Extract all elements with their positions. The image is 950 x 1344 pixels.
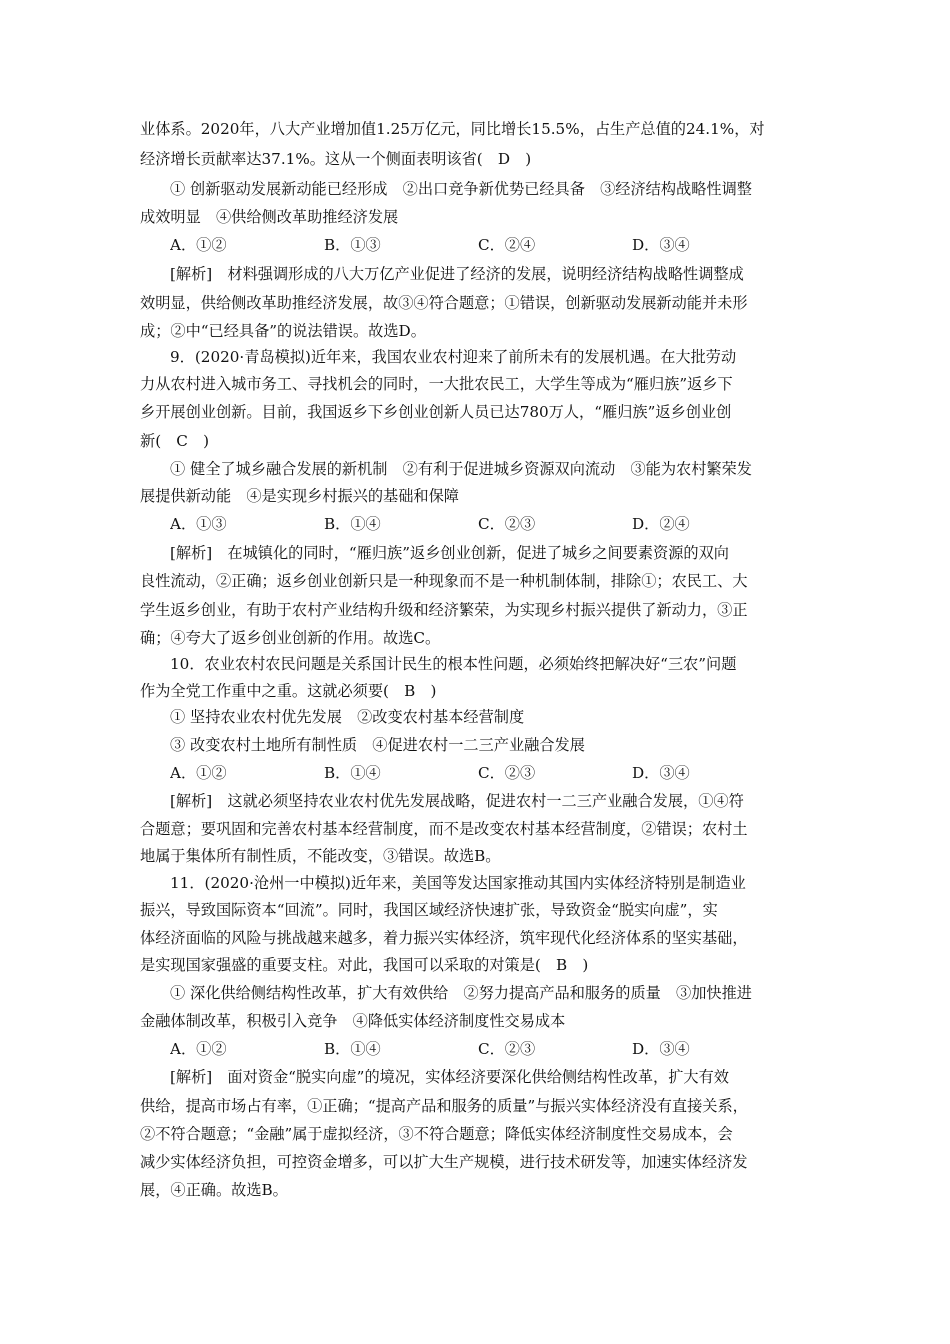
option-c: C．②③ — [478, 515, 536, 533]
statement-line: ① 健全了城乡融合发展的新机制 ②有利于促进城乡资源双向流动 ③能为农村繁荣发 — [170, 460, 752, 478]
question-stem-line: 经济增长贡献率达37.1%。这从一个侧面表明该省( D ) — [140, 150, 532, 168]
answer-options — [170, 760, 830, 786]
statement-line: 成效明显 ④供给侧改革助推经济发展 — [140, 208, 399, 226]
statement-line: 展提供新动能 ④是实现乡村振兴的基础和保障 — [140, 487, 459, 505]
option-c: C．②③ — [478, 1040, 536, 1058]
analysis-line: 良性流动，②正确；返乡创业创新只是一种现象而不是一种机制体制，排除①；农民工、大 — [140, 572, 748, 590]
analysis-line: 学生返乡创业，有助于农村产业结构升级和经济繁荣，为实现乡村振兴提供了新动力，③正 — [140, 601, 748, 619]
analysis-line: [解析] 面对资金“脱实向虚”的境况，实体经济要深化供给侧结构性改革，扩大有效 — [170, 1068, 729, 1086]
statement-line: ① 创新驱动发展新动能已经形成 ②出口竞争新优势已经具备 ③经济结构战略性调整 — [170, 180, 752, 198]
answer-options — [170, 1036, 830, 1062]
option-b: B．①④ — [324, 515, 381, 533]
question-11-line: 体经济面临的风险与挑战越来越多，着力振兴实体经济，筑牢现代化经济体系的坚实基础， — [140, 929, 748, 947]
analysis-line: 确；④夸大了返乡创业创新的作用。故选C。 — [140, 629, 441, 647]
analysis-line: ②不符合题意；“金融”属于虚拟经济，③不符合题意；降低实体经济制度性交易成本，会 — [140, 1125, 733, 1143]
analysis-line: 减少实体经济负担，可控资金增多，可以扩大生产规模，进行技术研发等，加速实体经济发 — [140, 1153, 748, 1171]
question-9-line: 新( C ) — [140, 432, 210, 450]
option-d: D．③④ — [632, 236, 690, 254]
analysis-line: 地属于集体所有制性质，不能改变，③错误。故选B。 — [140, 847, 501, 865]
analysis-line: 展，④正确。故选B。 — [140, 1181, 288, 1199]
statement-line: 金融体制改革，积极引入竞争 ④降低实体经济制度性交易成本 — [140, 1012, 566, 1030]
question-9-line: 9．(2020·青岛模拟)近年来，我国农业农村迎来了前所未有的发展机遇。在大批劳动 — [170, 348, 737, 366]
option-a: A．①② — [170, 1040, 227, 1058]
statement-line: ① 深化供给侧结构性改革，扩大有效供给 ②努力提高产品和服务的质量 ③加快推进 — [170, 984, 752, 1002]
question-10-line: 作为全党工作重中之重。这就必须要( B ) — [140, 682, 437, 700]
analysis-line: [解析] 在城镇化的同时，“雁归族”返乡创业创新，促进了城乡之间要素资源的双向 — [170, 544, 729, 562]
option-d: D．②④ — [632, 515, 690, 533]
option-a: A．①② — [170, 236, 227, 254]
option-d: D．③④ — [632, 764, 690, 782]
question-9-line: 乡开展创业创新。目前，我国返乡下乡创业创新人员已达780万人，“雁归族”返乡创业创 — [140, 403, 732, 421]
option-c: C．②③ — [478, 764, 536, 782]
option-d: D．③④ — [632, 1040, 690, 1058]
analysis-line: 供给，提高市场占有率，①正确；“提高产品和服务的质量”与振兴实体经济没有直接关系， — [140, 1097, 748, 1115]
option-a: A．①② — [170, 764, 227, 782]
option-b: B．①④ — [324, 1040, 381, 1058]
answer-options — [170, 232, 830, 258]
option-a: A．①③ — [170, 515, 227, 533]
answer-options — [170, 511, 830, 537]
question-9-line: 力从农村进入城市务工、寻找机会的同时，一大批农民工，大学生等成为“雁归族”返乡下 — [140, 375, 733, 393]
question-11-line: 11．(2020·沧州一中模拟)近年来，美国等发达国家推动其国内实体经济特别是制造业 — [170, 874, 746, 892]
statement-line: ① 坚持农业农村优先发展 ②改变农村基本经营制度 — [170, 708, 525, 726]
question-11-line: 是实现国家强盛的重要支柱。对此，我国可以采取的对策是( B ) — [140, 956, 589, 974]
option-c: C．②④ — [478, 236, 536, 254]
text-line: 业体系。2020年，八大产业增加值1.25万亿元，同比增长15.5%，占生产总值的24.1%，对 — [140, 120, 765, 138]
analysis-line: [解析] 材料强调形成的八大万亿产业促进了经济的发展，说明经济结构战略性调整成 — [170, 265, 744, 283]
question-10-line: 10．农业农村农民问题是关系国计民生的根本性问题，必须始终把解决好“三农”问题 — [170, 655, 737, 673]
analysis-line: 成；②中“已经具备”的说法错误。故选D。 — [140, 322, 426, 340]
analysis-line: 效明显，供给侧改革助推经济发展，故③④符合题意；①错误，创新驱动发展新动能并未形 — [140, 294, 748, 312]
analysis-line: [解析] 这就必须坚持农业农村优先发展战略，促进农村一二三产业融合发展，①④符 — [170, 792, 744, 810]
question-11-line: 振兴，导致国际资本“回流”。同时，我国区域经济快速扩张，导致资金“脱实向虚”，实 — [140, 901, 718, 919]
statement-line: ③ 改变农村土地所有制性质 ④促进农村一二三产业融合发展 — [170, 736, 585, 754]
option-b: B．①④ — [324, 764, 381, 782]
option-b: B．①③ — [324, 236, 381, 254]
analysis-line: 合题意；要巩固和完善农村基本经营制度，而不是改变农村基本经营制度，②错误；农村土 — [140, 820, 748, 838]
